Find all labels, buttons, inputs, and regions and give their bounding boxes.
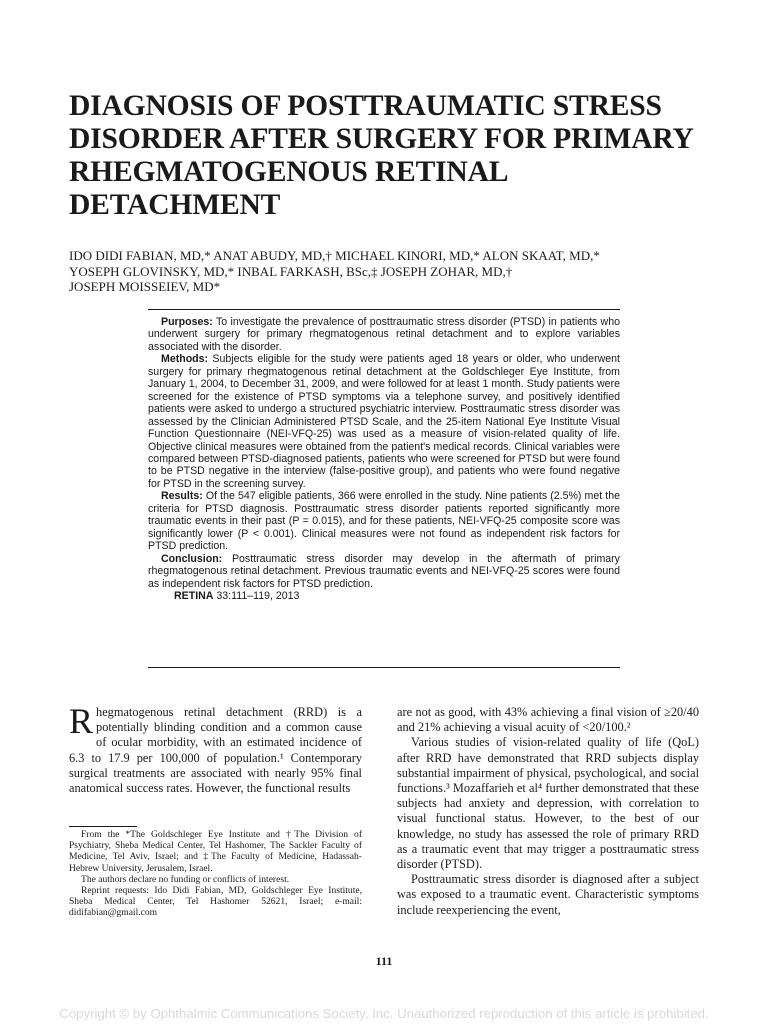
intro-text: hegmatogenous retinal detachment (RRD) is a potentially blinding condition and a common cause of ocular morbidity, with an estimated incidence of 6.3 to 17.9 per 100,000 of population.¹ Contemporary surgical treatments are associated with nearly 95% final anatomical success rates. However, the functional results	[69, 705, 362, 796]
footnote-funding: The authors declare no funding or conflicts of interest.	[81, 873, 290, 885]
author-line: JOSEPH MOISSEIEV, MD*	[69, 279, 221, 294]
body-left-column	[69, 701, 362, 796]
journal-name: RETINA	[174, 589, 214, 602]
author-list	[69, 248, 709, 295]
abstract-purposes	[148, 316, 620, 353]
body-paragraph: are not as good, with 43% achieving a final vision of ≥20/40 and 21% achieving a visual acuity of <20/100.²	[397, 705, 699, 735]
results-text: Of the 547 eligible patients, 366 were enrolled in the study. Nine patients (2.5%) met the criteria for PTSD diagnosis. Posttraumatic stress disorder patients reported significantly more traumatic events in their past (P = 0.015), and for these patients, NEI-VFQ-25 composite score was significantly lower (P < 0.001). Clinical measures were not found as independent risk factors for PTSD prediction.	[148, 490, 620, 553]
drop-cap: R	[69, 701, 94, 741]
abstract-results	[148, 490, 620, 552]
purposes-text: To investigate the prevalence of posttraumatic stress disorder (PTSD) in patients who underwent surgery for primary rhegmatogenous retinal detachment and to explore variables associated with the disorder.	[148, 316, 620, 353]
article-title: DIAGNOSIS OF POSTTRAUMATIC STRESS DISORDER AFTER SURGERY FOR PRIMARY RHEGMATOGENOUS RETINAL DETACHMENT	[69, 90, 693, 221]
footnote-affiliations: From the *The Goldschleger Eye Institute and †The Division of Psychiatry, Sheba Medical Center, Tel Hashomer, The Sackler Faculty of Medicine, Tel Aviv, Israel; and ‡The Faculty of Medicine, Hadassah-Hebrew University, Jerusalem, Israel.	[69, 829, 362, 874]
body-right-column	[397, 705, 699, 918]
citation-text: 33:111–119, 2013	[216, 589, 300, 602]
author-line: YOSEPH GLOVINSKY, MD,* INBAL FARKASH, BSc,‡ JOSEPH ZOHAR, MD,†	[69, 263, 513, 279]
body-paragraph: Various studies of vision-related quality of life (QoL) after RRD have demonstrated that RRD subjects display substantial impairment of physical, psychological, and social functions.³ Mozaffarieh et al⁴ further demonstrated that these subjects had anxiety and depression, with correlation to visual functional status. However, to the best of our knowledge, no study has assessed the role of primary RRD as a traumatic event that may trigger a posttraumatic stress disorder (PTSD).	[397, 735, 699, 872]
journal-citation	[148, 590, 620, 602]
footnote-rule	[69, 826, 137, 827]
abstract-methods	[148, 353, 620, 490]
body-paragraph: Posttraumatic stress disorder is diagnosed after a subject was exposed to a traumatic event. Characteristic symptoms include reexperiencing the event,	[397, 872, 699, 917]
author-line: IDO DIDI FABIAN, MD,* ANAT ABUDY, MD,† MICHAEL KINORI, MD,* ALON SKAAT, MD,*	[69, 248, 600, 263]
abstract-bottom-rule	[148, 667, 620, 668]
methods-label: Methods:	[161, 353, 209, 366]
purposes-label: Purposes:	[161, 316, 213, 328]
results-label: Results:	[161, 490, 203, 503]
abstract-conclusion	[148, 553, 620, 590]
conclusion-label: Conclusion:	[161, 552, 223, 565]
copyright-notice: Copyright © by Ophthalmic Communications Society, Inc. Unauthorized reproduction of this article is prohibited.	[59, 1006, 709, 1021]
intro-paragraph	[69, 701, 362, 796]
footnote-reprints: Reprint requests: Ido Didi Fabian, MD, Goldschleger Eye Institute, Sheba Medical Center, Tel Hashomer 52621, Israel; e-mail: didifabian@gmail.com	[69, 885, 362, 919]
abstract-top-rule	[148, 309, 620, 310]
footnotes	[69, 829, 362, 919]
page-number: 111	[375, 954, 393, 968]
conclusion-text: Posttraumatic stress disorder may develop in the aftermath of primary rhegmatogenous retinal detachment. Previous traumatic events and NEI-VFQ-25 scores were found as independent risk factors for PTSD prediction.	[148, 552, 620, 590]
methods-text: Subjects eligible for the study were patients aged 18 years or older, who underwent surgery for primary rhegmatogenous retinal detachment at the Goldschleger Eye Institute, from January 1, 2004, to December 31, 2009, and were followed for at least 1 month. Study patients were screened for the existence of PTSD symptoms via a telephone survey, and positively identified patients were asked to undergo a structured psychiatric interview. Posttraumatic stress disorder was assessed by the Clinician Administered PTSD Scale, and the 25-item National Eye Institute Visual Function Questionnaire (NEI-VFQ-25) was used as a measure of vision-related quality of life. Objective clinical measures were obtained from the patient's medical records. Clinical variables were compared between PTSD-diagnosed patients, patients who were screened for PTSD but were found to be PTSD negative in the interview (false-positive group), and patients who were found negative for PTSD in the screening survey.	[148, 353, 620, 490]
abstract	[148, 316, 620, 602]
